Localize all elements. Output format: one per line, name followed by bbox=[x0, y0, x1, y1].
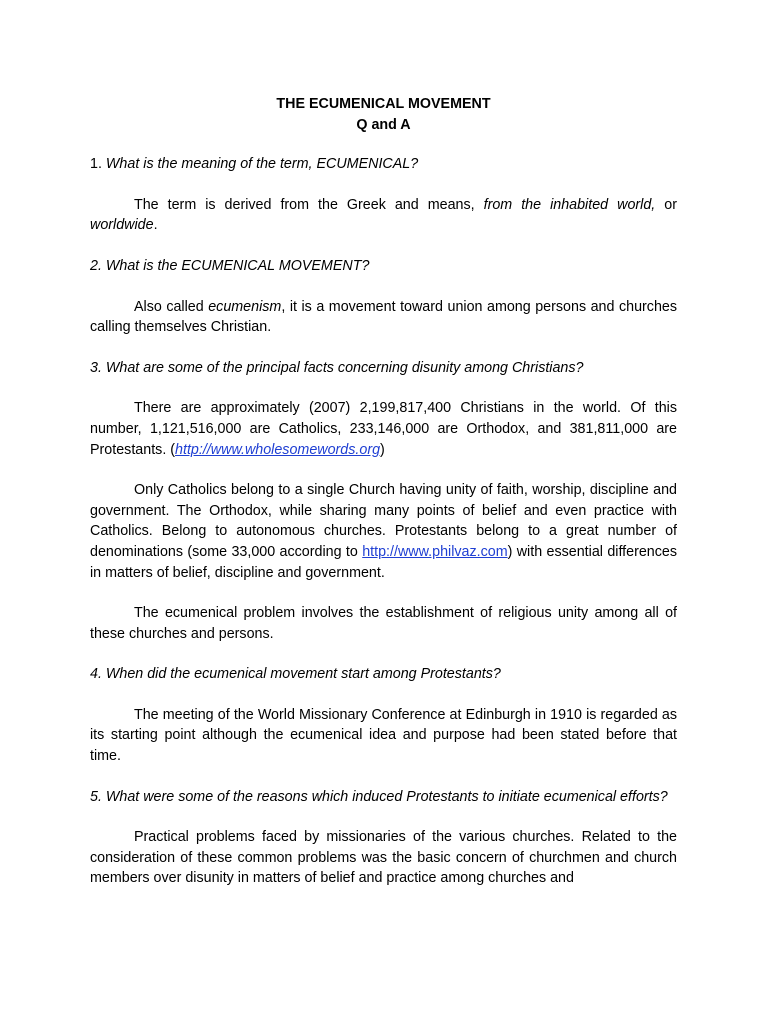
answer-1-italic-word: worldwide bbox=[90, 217, 154, 234]
answer-3-paragraph-3: The ecumenical problem involves the establishment of religious unity among all of these churches and persons. bbox=[90, 605, 677, 642]
answer-3-paragraph-1 bbox=[90, 398, 677, 460]
question-4: 4. When did the ecumenical movement start among Protestants? bbox=[90, 666, 501, 683]
answer-1-italic-phrase: from the inhabited world, bbox=[483, 196, 656, 213]
answer-4: The meeting of the World Missionary Conference at Edinburgh in 1910 is regarded as its starting point although the ecumenical idea and purpose had been stated before that time. bbox=[90, 706, 677, 765]
answer-1-conjunction: or bbox=[664, 196, 677, 213]
wholesomewords-link[interactable]: http://www.wholesomewords.org bbox=[175, 441, 381, 458]
question-3: 3. What are some of the principal facts concerning disunity among Christians? bbox=[90, 359, 584, 376]
answer-2-italic-term: ecumenism bbox=[208, 298, 282, 315]
question-1 bbox=[90, 154, 677, 175]
answer-2-text-end: , it is a movement toward union among persons and churches calling themselves Christian. bbox=[90, 298, 677, 336]
document-subtitle: Q and A bbox=[356, 116, 411, 133]
question-1-text: What is the meaning of the term, ECUMENICAL? bbox=[105, 156, 419, 173]
answer-1 bbox=[90, 195, 677, 236]
question-1-number: 1. bbox=[90, 156, 102, 173]
answer-1-period: . bbox=[153, 217, 158, 234]
answer-1-text: The term is derived from the Greek and means, bbox=[134, 196, 475, 213]
answer-5: Practical problems faced by missionaries of the various churches. Related to the consideration of these common problems was the basic concern of churchmen and church members over disunity in matters of belief and practice among churches and bbox=[90, 829, 677, 887]
answer-3-p2-text-end: ) with essential differences in matters of belief, discipline and government. bbox=[90, 543, 677, 581]
question-5: 5. What were some of the reasons which induced Protestants to initiate ecumenical efforts? bbox=[90, 788, 668, 805]
philvaz-link[interactable]: http://www.philvaz.com bbox=[362, 543, 508, 560]
answer-2 bbox=[90, 297, 677, 338]
answer-3-paragraph-2 bbox=[90, 480, 677, 583]
answer-3-p2-text: Only Catholics belong to a single Church having unity of faith, worship, discipline and government. The Orthodox, while sharing many points of belief and even practice with Catholics. Belong to autonomous churches. Protestants belong to a great number of denominations (some 33,000 according to bbox=[90, 482, 677, 560]
answer-3-p1-close: ) bbox=[380, 441, 385, 458]
answer-2-text-start: Also called bbox=[134, 298, 204, 315]
question-2: 2. What is the ECUMENICAL MOVEMENT? bbox=[90, 257, 370, 274]
document-title: THE ECUMENICAL MOVEMENT bbox=[276, 96, 491, 112]
document-body bbox=[90, 94, 677, 889]
answer-3-p1-text: There are approximately (2007) 2,199,817,400 Christians in the world. Of this number, 1,121,516,000 are Catholics, 233,146,000 are Orthodox, and 381,811,000 are Protestants. ( bbox=[90, 400, 677, 458]
